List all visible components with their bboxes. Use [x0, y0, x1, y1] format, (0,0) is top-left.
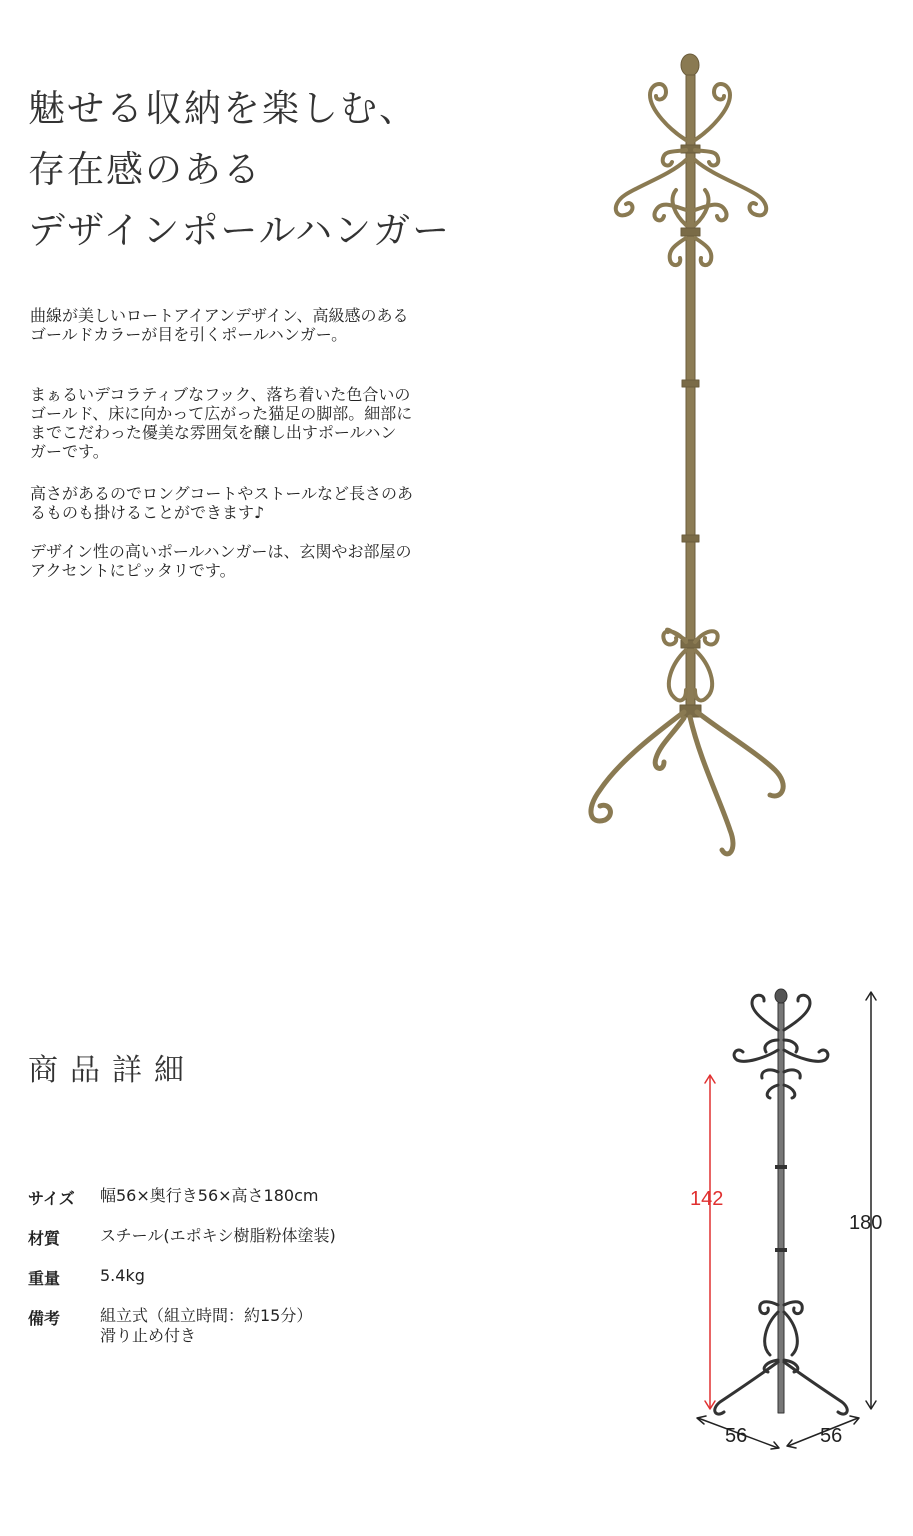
dimension-width: 56: [725, 1425, 748, 1447]
spec-value-line: 組立式（組立時間：約15分）: [100, 1306, 313, 1325]
headline-line-2: 存在感のある: [28, 148, 262, 191]
dimension-depth: 56: [820, 1425, 843, 1447]
spec-value-line: 5.4kg: [100, 1266, 145, 1285]
spec-label: 備考: [28, 1309, 61, 1328]
spec-label: サイズ: [28, 1189, 75, 1208]
line: るものも掛けることができます♪: [30, 503, 265, 522]
section-title-details: 商品詳細: [28, 1053, 196, 1088]
spec-label: 材質: [28, 1229, 61, 1248]
line: 高さがあるのでロングコートやストールなど長さのあ: [30, 484, 414, 503]
dimension-hook-height: 142: [690, 1188, 724, 1210]
line: デザイン性の高いポールハンガーは、玄関やお部屋の: [30, 542, 412, 561]
headline-line-1: 魅せる収納を楽しむ、: [28, 87, 418, 130]
line: までこだわった優美な雰囲気を醸し出すポールハン: [30, 423, 397, 442]
line: 曲線が美しいロートアイアンデザイン、高級感のある: [30, 306, 409, 325]
line: アクセントにピッタリです。: [30, 561, 236, 580]
spec-value-line: スチール(エポキシ樹脂粉体塗装): [100, 1226, 336, 1245]
line: まぁるいデコラティブなフック、落ち着いた色合いの: [30, 385, 411, 404]
spec-value-line: 幅56×奥行き56×高さ180cm: [100, 1186, 319, 1205]
line: ゴールド、床に向かって広がった猫足の脚部。細部に: [30, 404, 413, 423]
spec-label: 重量: [28, 1269, 61, 1288]
line: ゴールドカラーが目を引くポールハンガー。: [30, 325, 348, 344]
headline-line-3: デザインポールハンガー: [28, 209, 452, 252]
dimension-total-height: 180: [849, 1212, 883, 1234]
line: ガーです。: [30, 442, 109, 461]
spec-value-line: 滑り止め付き: [100, 1326, 197, 1345]
